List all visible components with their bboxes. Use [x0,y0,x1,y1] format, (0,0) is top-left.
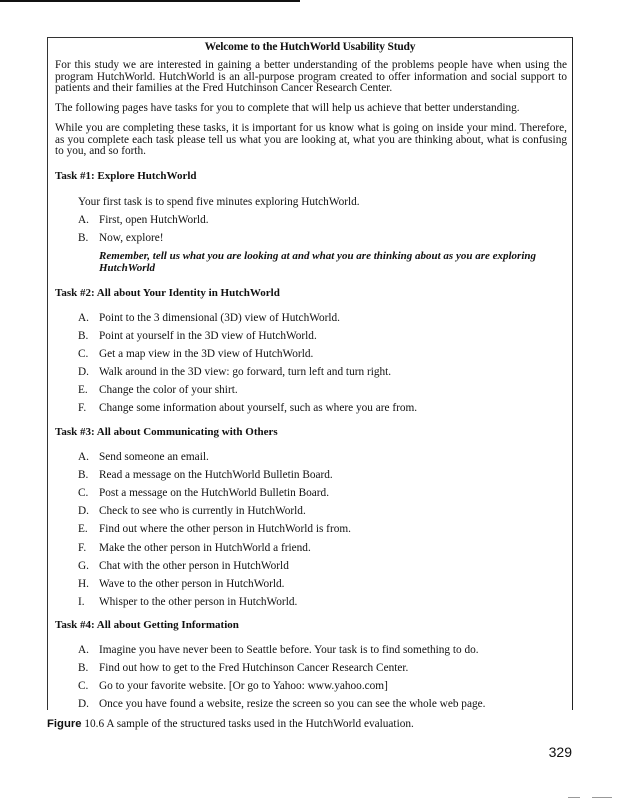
item-text: Once you have found a website, resize the screen so you can see the whole web page. [99,698,486,710]
item-letter: D. [78,505,89,517]
item-text: Read a message on the HutchWorld Bulletin Board. [99,469,333,481]
list-item [78,578,284,590]
item-text: Imagine you have never been to Seattle before. Your task is to find something to do. [99,644,479,656]
item-text: Check to see who is currently in HutchWorld. [99,505,306,517]
item-letter: B. [78,330,89,342]
list-item [78,451,209,463]
list-item [78,366,391,378]
list-item [78,505,306,517]
item-text: Make the other person in HutchWorld a friend. [99,542,311,554]
task-1-remember-note: Remember, tell us what you are looking at and what you are thinking about as you are exploring HutchWorld [99,250,537,274]
list-item [78,523,351,535]
task-3-heading: Task #3: All about Communicating with Others [55,426,278,438]
caption-text: A sample of the structured tasks used in the HutchWorld evaluation. [106,718,414,730]
page-title: Welcome to the HutchWorld Usability Study [204,41,416,53]
item-text: Go to your favorite website. [Or go to Yahoo: www.yahoo.com] [99,680,388,692]
list-item [78,232,164,244]
list-item [78,348,313,360]
item-letter: A. [78,644,89,656]
list-item [78,662,408,674]
item-letter: B. [78,469,89,481]
task-4-heading: Task #4: All about Getting Information [55,619,239,631]
item-text: Whisper to the other person in HutchWorld. [99,596,298,608]
list-item [78,596,297,608]
item-letter: D. [78,366,89,378]
item-letter: C. [78,680,89,692]
task-1-intro: Your first task is to spend five minutes exploring HutchWorld. [78,196,360,208]
item-letter: A. [78,312,89,324]
item-letter: I. [78,596,85,608]
item-letter: C. [78,487,89,499]
item-letter: F. [78,402,87,414]
intro-paragraph-2: The following pages have tasks for you to complete that will help us achieve that better understanding. [55,102,520,114]
scan-mark [592,797,612,798]
item-letter: A. [78,214,89,226]
item-letter: D. [78,698,89,710]
item-text: Get a map view in the 3D view of HutchWorld. [99,348,314,360]
list-item [78,644,479,656]
task-2-heading: Task #2: All about Your Identity in HutchWorld [55,287,280,299]
list-item [78,698,485,710]
item-letter: E. [78,384,88,396]
list-item [78,560,289,572]
list-item [78,384,238,396]
top-rule [0,0,300,2]
item-text: Send someone an email. [99,451,209,463]
item-letter: E. [78,523,88,535]
list-item [78,402,417,414]
list-item [78,214,209,226]
list-item [78,469,333,481]
page-number: 329 [548,744,572,760]
item-text: Find out where the other person in HutchWorld is from. [99,523,351,535]
item-text: Point at yourself in the 3D view of HutchWorld. [99,330,317,342]
list-item [78,330,317,342]
list-item [78,312,340,324]
intro-paragraph-3: While you are completing these tasks, it is important for us know what is going on inside your mind. Therefore, as you complete each task please tell us what you are looking at, what you are thinking about, what is confusing to you, and so forth. [55,122,567,157]
item-text: First, open HutchWorld. [99,214,209,226]
item-text: Change some information about yourself, such as where you are from. [99,402,418,414]
figure-caption [47,718,414,730]
item-letter: H. [78,578,89,590]
item-text: Walk around in the 3D view: go forward, turn left and turn right. [99,366,392,378]
item-letter: B. [78,232,89,244]
item-letter: G. [78,560,89,572]
item-letter: F. [78,542,87,554]
item-text: Point to the 3 dimensional (3D) view of HutchWorld. [99,312,340,324]
item-text: Chat with the other person in HutchWorld [99,560,289,572]
list-item [78,680,388,692]
task-1-heading: Task #1: Explore HutchWorld [55,170,197,182]
item-text: Change the color of your shirt. [99,384,238,396]
item-text: Now, explore! [99,232,164,244]
list-item [78,542,311,554]
item-text: Wave to the other person in HutchWorld. [99,578,285,590]
list-item [78,487,329,499]
item-letter: A. [78,451,89,463]
item-letter: B. [78,662,89,674]
item-letter: C. [78,348,89,360]
scan-mark [568,797,580,798]
intro-paragraph-1: For this study we are interested in gaining a better understanding of the problems people have when using the program HutchWorld. HutchWorld is an all-purpose program created to offer information and social support to patients and their families at the Fred Hutchinson Cancer Research Center. [55,59,567,94]
item-text: Find out how to get to the Fred Hutchinson Cancer Research Center. [99,662,409,674]
caption-number: 10.6 [84,718,105,730]
caption-label: Figure [47,718,82,730]
item-text: Post a message on the HutchWorld Bulletin Board. [99,487,330,499]
